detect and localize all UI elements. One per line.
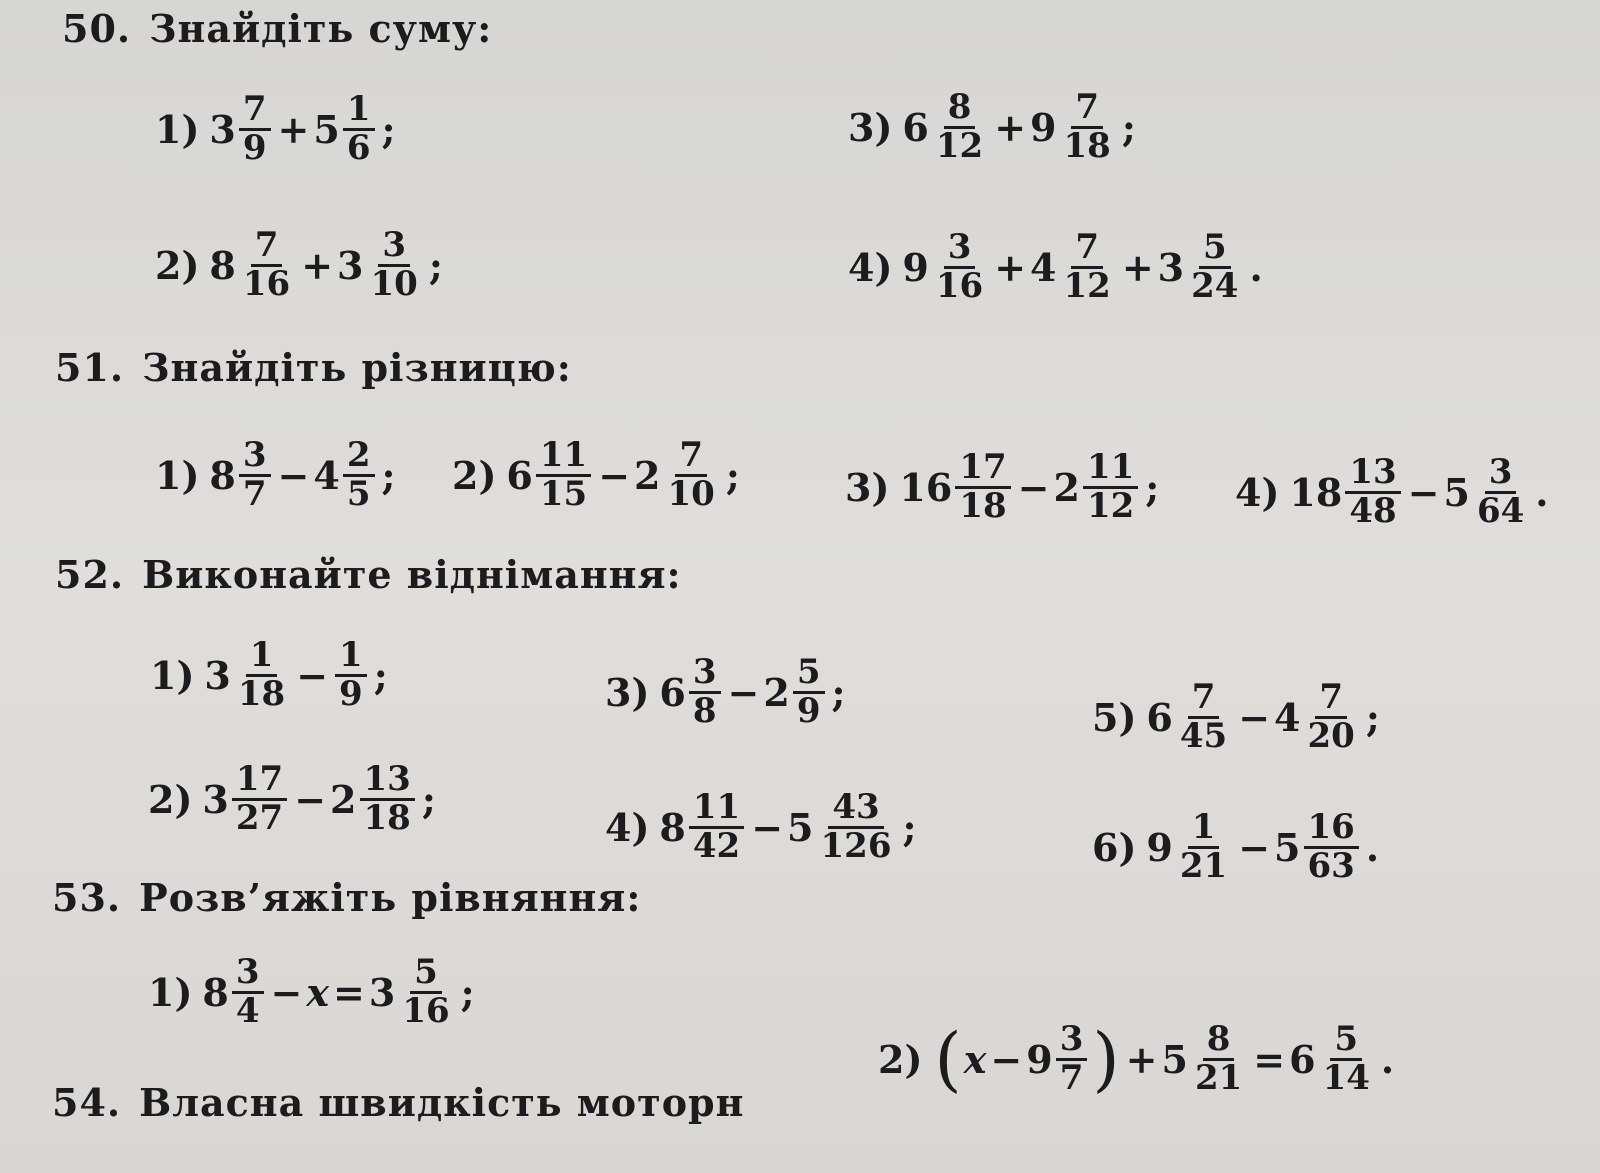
fraction	[1060, 227, 1115, 306]
fraction	[232, 952, 264, 1031]
whole-number: 6	[659, 669, 686, 715]
whole-number: 4	[1030, 244, 1057, 290]
whole-number: 2	[634, 452, 661, 498]
fraction	[360, 759, 415, 838]
numerator: 8	[1203, 1022, 1235, 1061]
denominator: 42	[692, 825, 741, 866]
item-label: 2)	[878, 1036, 923, 1082]
parenthesis: (	[934, 1018, 962, 1101]
whole-number: 8	[659, 804, 686, 850]
variable: x	[306, 969, 330, 1015]
numerator: 3	[1056, 1022, 1088, 1061]
problem-number: 54.	[52, 1080, 122, 1125]
numerator: 13	[360, 762, 415, 801]
denominator: 24	[1191, 265, 1239, 306]
whole-number: 2	[330, 776, 357, 822]
whole-number: 3	[368, 969, 396, 1015]
whole-number: 6	[506, 452, 533, 498]
operator: ;	[1365, 694, 1380, 740]
operator: −	[1407, 469, 1440, 515]
numerator: 7	[239, 92, 271, 131]
whole-number: 6	[902, 104, 929, 150]
item-label: 4)	[605, 804, 650, 850]
fraction	[343, 435, 375, 514]
denominator: 4	[235, 990, 260, 1031]
numerator: 17	[232, 762, 287, 801]
variable: x	[963, 1036, 987, 1082]
problem-50-heading	[62, 6, 492, 51]
numerator: 5	[1199, 230, 1231, 269]
whole-number: 3	[337, 242, 364, 288]
fraction	[239, 435, 271, 514]
whole-number: 2	[763, 669, 790, 715]
operator: =	[1253, 1036, 1286, 1082]
fraction	[817, 787, 896, 866]
operator: ;	[725, 452, 740, 498]
expr-52-4	[605, 787, 921, 866]
denominator: 45	[1179, 715, 1228, 756]
whole-number: 5	[1443, 469, 1470, 515]
fraction	[1060, 87, 1115, 166]
fraction	[1345, 452, 1400, 531]
denominator: 10	[667, 473, 715, 514]
fraction	[793, 652, 825, 731]
numerator: 1	[1188, 810, 1220, 849]
operator: −	[270, 969, 303, 1015]
whole-number: 9	[1026, 1036, 1053, 1082]
problem-51-heading	[55, 345, 572, 390]
numerator: 7	[251, 228, 283, 267]
operator: ;	[1121, 104, 1136, 150]
expr-50-1	[155, 89, 400, 168]
whole-number: 6	[1146, 694, 1173, 740]
denominator: 20	[1307, 715, 1355, 756]
whole-number: 8	[209, 242, 236, 288]
denominator: 7	[1059, 1057, 1084, 1098]
operator: +	[1125, 1036, 1158, 1082]
numerator: 1	[335, 638, 367, 677]
denominator: 27	[235, 797, 284, 838]
whole-number: 5	[787, 804, 814, 850]
numerator: 5	[793, 655, 825, 694]
numerator: 3	[1485, 455, 1517, 494]
denominator: 18	[1063, 125, 1111, 166]
item-label: 4)	[848, 244, 893, 290]
expr-52-1	[150, 635, 392, 714]
fraction	[932, 87, 987, 166]
operator: −	[1238, 824, 1271, 870]
numerator: 3	[944, 230, 976, 269]
fraction	[536, 435, 591, 514]
numerator: 3	[232, 955, 264, 994]
fraction	[234, 635, 289, 714]
whole-number: 2	[1053, 464, 1080, 510]
item-label: 3)	[605, 669, 650, 715]
operator: =	[333, 969, 365, 1015]
operator: ;	[1145, 464, 1160, 510]
expr-50-4	[848, 227, 1267, 306]
denominator: 6	[346, 127, 371, 168]
problem-53-heading	[52, 875, 641, 920]
denominator: 48	[1349, 490, 1397, 531]
numerator: 1	[246, 638, 278, 677]
expr-52-6	[1092, 807, 1383, 886]
denominator: 18	[959, 485, 1007, 526]
operator: +	[994, 104, 1027, 150]
operator: −	[294, 776, 327, 822]
denominator: 63	[1307, 845, 1355, 886]
whole-number: 5	[1274, 824, 1301, 870]
denominator: 12	[1086, 485, 1135, 526]
operator: .	[1535, 469, 1549, 515]
operator: ;	[831, 669, 846, 715]
whole-number: 6	[1289, 1036, 1316, 1082]
fraction	[1319, 1019, 1374, 1098]
numerator: 43	[828, 790, 883, 829]
operator: −	[751, 804, 784, 850]
expr-50-3	[848, 87, 1140, 166]
fraction	[343, 89, 375, 168]
numerator: 11	[536, 438, 591, 477]
operator: ;	[902, 804, 917, 850]
operator: ;	[373, 652, 388, 698]
fraction	[1187, 227, 1242, 306]
denominator: 10	[370, 263, 418, 304]
problem-title: Розв’яжіть рівняння:	[139, 875, 642, 920]
fraction	[1176, 677, 1231, 756]
operator: ;	[381, 452, 396, 498]
denominator: 7	[242, 473, 267, 514]
item-label: 3)	[845, 464, 890, 510]
fraction	[689, 652, 721, 731]
fraction	[1304, 677, 1359, 756]
denominator: 16	[402, 990, 450, 1031]
expr-53-2	[878, 1018, 1398, 1101]
item-label: 1)	[150, 652, 195, 698]
denominator: 15	[539, 473, 588, 514]
item-label: 4)	[1235, 469, 1280, 515]
numerator: 5	[410, 955, 442, 994]
problem-title: Виконайте віднімання:	[142, 552, 682, 597]
item-label: 2)	[452, 452, 497, 498]
numerator: 7	[1188, 680, 1220, 719]
numerator: 3	[239, 438, 271, 477]
numerator: 1	[343, 92, 375, 131]
denominator: 64	[1476, 490, 1525, 531]
expr-51-3	[845, 447, 1163, 526]
expr-53-1	[148, 952, 479, 1031]
operator: +	[1121, 244, 1154, 290]
denominator: 5	[346, 473, 371, 514]
item-label: 5)	[1092, 694, 1137, 740]
expr-51-4	[1235, 452, 1553, 531]
operator: +	[301, 242, 334, 288]
item-label: 3)	[848, 104, 893, 150]
numerator: 3	[689, 655, 721, 694]
whole-number: 9	[902, 244, 929, 290]
whole-number: 9	[1030, 104, 1057, 150]
operator: −	[727, 669, 760, 715]
operator: −	[277, 452, 310, 498]
denominator: 16	[935, 265, 984, 306]
numerator: 11	[1083, 450, 1138, 489]
problem-number: 53.	[52, 875, 122, 920]
fraction	[689, 787, 744, 866]
expr-52-2	[148, 759, 440, 838]
fraction	[367, 225, 422, 304]
whole-number: 8	[202, 969, 229, 1015]
item-label: 6)	[1092, 824, 1137, 870]
expr-50-2	[155, 225, 447, 304]
numerator: 5	[1330, 1022, 1362, 1061]
numerator: 7	[1071, 90, 1103, 129]
fraction	[1176, 807, 1231, 886]
item-label: 1)	[148, 969, 193, 1015]
problem-title: Власна швидкість моторн	[139, 1080, 745, 1125]
fraction	[1191, 1019, 1246, 1098]
whole-number: 9	[1146, 824, 1173, 870]
numerator: 3	[378, 228, 410, 267]
denominator: 126	[820, 825, 892, 866]
operator: −	[598, 452, 631, 498]
denominator: 9	[242, 127, 267, 168]
whole-number: 8	[209, 452, 236, 498]
operator: ;	[460, 969, 475, 1015]
operator: +	[994, 244, 1027, 290]
fraction	[239, 89, 271, 168]
problem-number: 52.	[55, 552, 125, 597]
denominator: 9	[339, 673, 363, 714]
item-label: 2)	[148, 776, 193, 822]
denominator: 12	[935, 125, 984, 166]
operator: .	[1365, 824, 1380, 870]
denominator: 21	[1194, 1057, 1243, 1098]
expr-52-5	[1092, 677, 1384, 756]
whole-number: 3	[1157, 244, 1185, 290]
denominator: 9	[796, 690, 821, 731]
denominator: 12	[1063, 265, 1111, 306]
denominator: 14	[1322, 1057, 1370, 1098]
whole-number: 4	[313, 452, 340, 498]
fraction	[932, 227, 987, 306]
expr-51-1	[155, 435, 400, 514]
fraction	[398, 952, 453, 1031]
denominator: 18	[237, 673, 286, 714]
problem-title: Знайдіть суму:	[149, 6, 493, 51]
operator: .	[1249, 244, 1263, 290]
operator: ;	[421, 776, 436, 822]
fraction	[239, 225, 294, 304]
fraction	[955, 447, 1010, 526]
denominator: 8	[692, 690, 717, 731]
expr-51-2	[452, 435, 744, 514]
whole-number: 5	[1161, 1036, 1188, 1082]
whole-number: 16	[899, 464, 953, 510]
numerator: 8	[944, 90, 976, 129]
operator: −	[990, 1036, 1023, 1082]
fraction	[335, 635, 367, 714]
expr-52-3	[605, 652, 850, 731]
operator: +	[277, 106, 310, 152]
fraction	[1056, 1019, 1088, 1098]
numerator: 7	[1071, 230, 1103, 269]
operator: −	[296, 652, 329, 698]
denominator: 18	[363, 797, 411, 838]
whole-number: 5	[313, 106, 340, 152]
fraction	[1473, 452, 1528, 531]
numerator: 13	[1345, 455, 1400, 494]
whole-number: 3	[204, 652, 231, 698]
denominator: 16	[242, 263, 291, 304]
problem-52-heading	[55, 552, 682, 597]
whole-number: 3	[202, 776, 229, 822]
denominator: 21	[1179, 845, 1228, 886]
fraction	[1304, 807, 1359, 886]
operator: −	[1017, 464, 1050, 510]
item-label: 2)	[155, 242, 200, 288]
fraction	[1083, 447, 1138, 526]
operator: ;	[381, 106, 396, 152]
whole-number: 4	[1274, 694, 1301, 740]
whole-number: 18	[1289, 469, 1343, 515]
fraction	[664, 435, 719, 514]
numerator: 7	[1315, 680, 1347, 719]
problem-54-heading	[52, 1080, 744, 1125]
operator: .	[1380, 1036, 1395, 1082]
item-label: 1)	[155, 106, 200, 152]
numerator: 11	[689, 790, 744, 829]
numerator: 16	[1304, 810, 1359, 849]
item-label: 1)	[155, 452, 200, 498]
problem-title: Знайдіть різницю:	[142, 345, 572, 390]
numerator: 7	[675, 438, 707, 477]
operator: −	[1238, 694, 1271, 740]
problem-number: 50.	[62, 6, 132, 51]
numerator: 2	[343, 438, 375, 477]
fraction	[232, 759, 287, 838]
problem-number: 51.	[55, 345, 125, 390]
operator: ;	[428, 242, 443, 288]
numerator: 17	[955, 450, 1010, 489]
parenthesis: )	[1092, 1018, 1120, 1101]
whole-number: 3	[209, 106, 236, 152]
